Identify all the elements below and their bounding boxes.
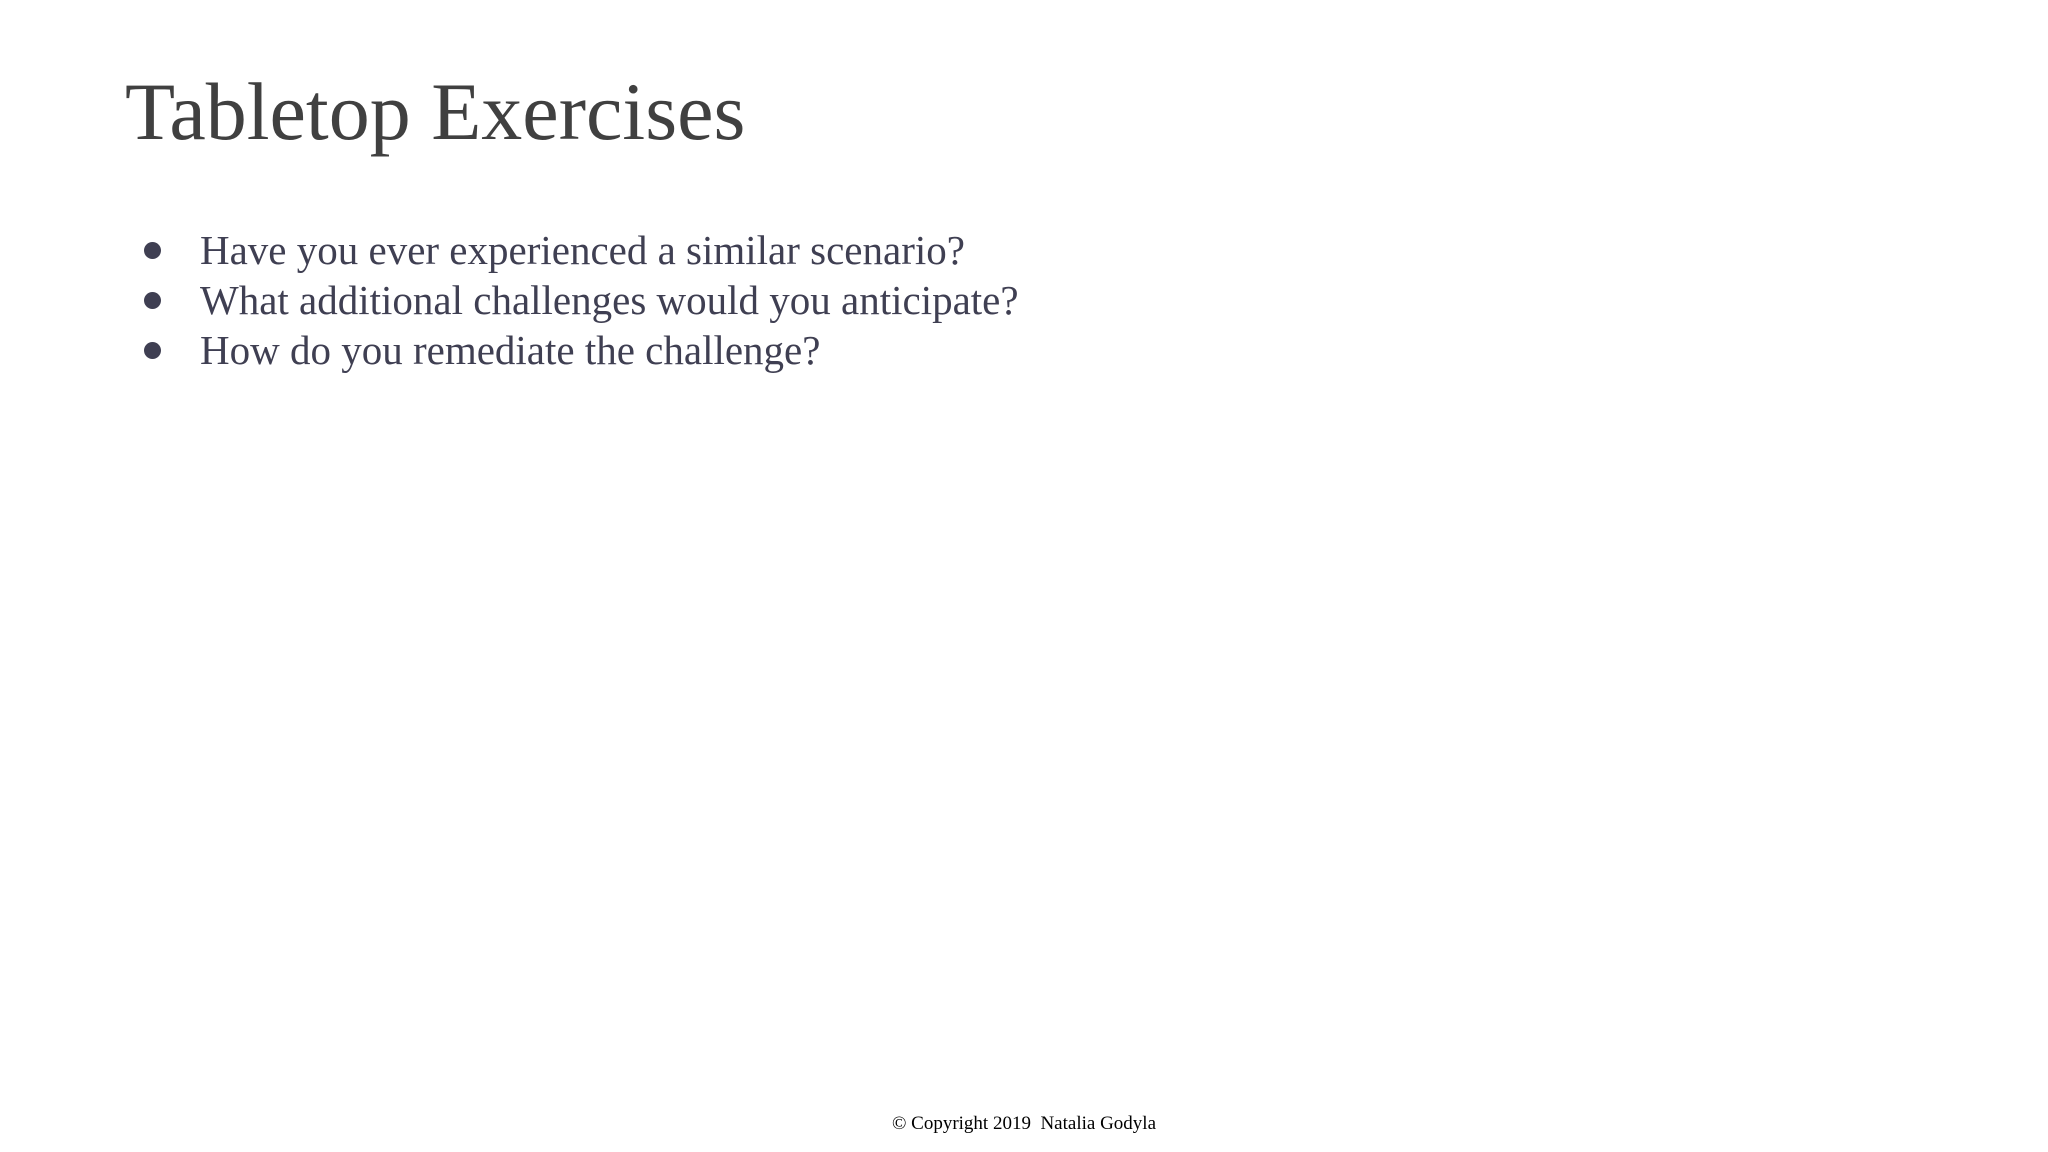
slide-title: Tabletop Exercises xyxy=(125,66,746,157)
bullet-text: Have you ever experienced a similar scenario? xyxy=(200,227,965,273)
bullet-icon xyxy=(144,342,161,359)
bullet-text: How do you remediate the challenge? xyxy=(200,327,821,373)
copyright-footer: © Copyright 2019 Natalia Godyla xyxy=(891,1113,1157,1134)
bullet-icon xyxy=(144,242,161,259)
bullet-icon xyxy=(144,292,161,309)
bullet-text: What additional challenges would you anticipate? xyxy=(200,277,1019,323)
